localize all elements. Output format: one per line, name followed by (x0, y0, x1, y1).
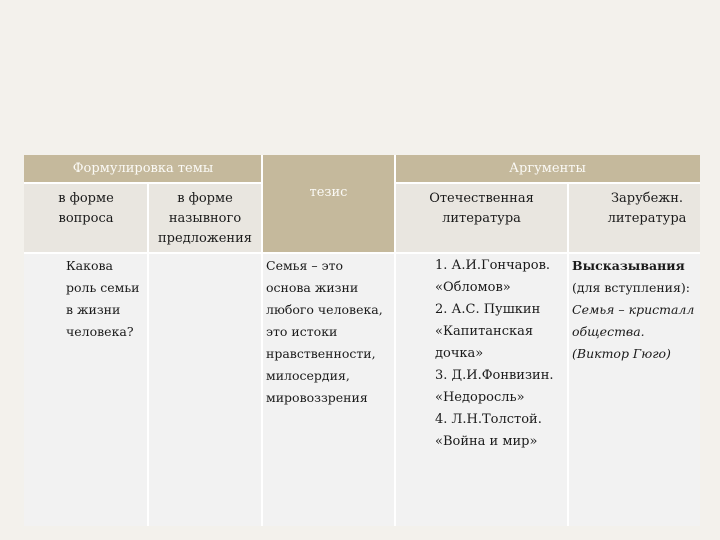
row-thesis (262, 253, 395, 526)
domestic-item: «Война и мир» (435, 434, 538, 449)
grid-line (394, 155, 396, 526)
grid-line (24, 182, 262, 184)
foreign-subheading: (для вступления): (572, 280, 690, 295)
domestic-item: «Капитанская (435, 324, 534, 339)
header-thesis-top (262, 155, 395, 183)
domestic-item: дочка» (435, 346, 484, 361)
grid-line (567, 183, 569, 526)
row-domestic (395, 253, 568, 526)
grid-line (147, 183, 149, 526)
domestic-item: 4. Л.Н.Толстой. (435, 412, 542, 427)
header-arguments (395, 155, 700, 183)
domestic-item: 1. А.И.Гончаров. (435, 258, 551, 273)
question-form-label: в форме вопроса (58, 191, 114, 226)
header-thesis (262, 183, 395, 253)
row-question (24, 253, 148, 526)
grid-line (395, 182, 700, 184)
header-formulation (24, 155, 262, 183)
subheader-domestic-lit (395, 183, 568, 253)
row-foreign (568, 253, 700, 526)
domestic-lit-label: Отечественная литература (429, 191, 534, 226)
question-text: Какова роль семьи в жизни человека? (66, 258, 140, 339)
subheader-foreign-lit (568, 183, 700, 253)
arguments-table (24, 155, 700, 526)
subheader-nominal-form (148, 183, 262, 253)
domestic-item: «Обломов» (435, 280, 511, 295)
nominal-form-label: в форме назывного предложения (158, 191, 252, 246)
foreign-author: (Виктор Гюго) (572, 346, 671, 361)
foreign-lit-label: Зарубежн. литература (607, 191, 687, 226)
subheader-question-form (24, 183, 148, 253)
header-thesis-label: тезис (309, 185, 348, 200)
grid-line (261, 155, 263, 526)
foreign-quote: Семья – кристалл общества. (572, 302, 695, 339)
grid-line (24, 252, 700, 254)
domestic-item: 2. А.С. Пушкин (435, 302, 541, 317)
header-arguments-label: Аргументы (509, 161, 586, 176)
domestic-item: «Недоросль» (435, 390, 525, 405)
header-formulation-label: Формулировка темы (72, 161, 214, 176)
foreign-heading: Высказывания (572, 258, 685, 273)
thesis-text: Семья – это основа жизни любого человека, это истоки нравственности, милосердия, мировоззрения (266, 258, 383, 405)
row-nominal (148, 253, 262, 526)
domestic-item: 3. Д.И.Фонвизин. (435, 368, 554, 383)
